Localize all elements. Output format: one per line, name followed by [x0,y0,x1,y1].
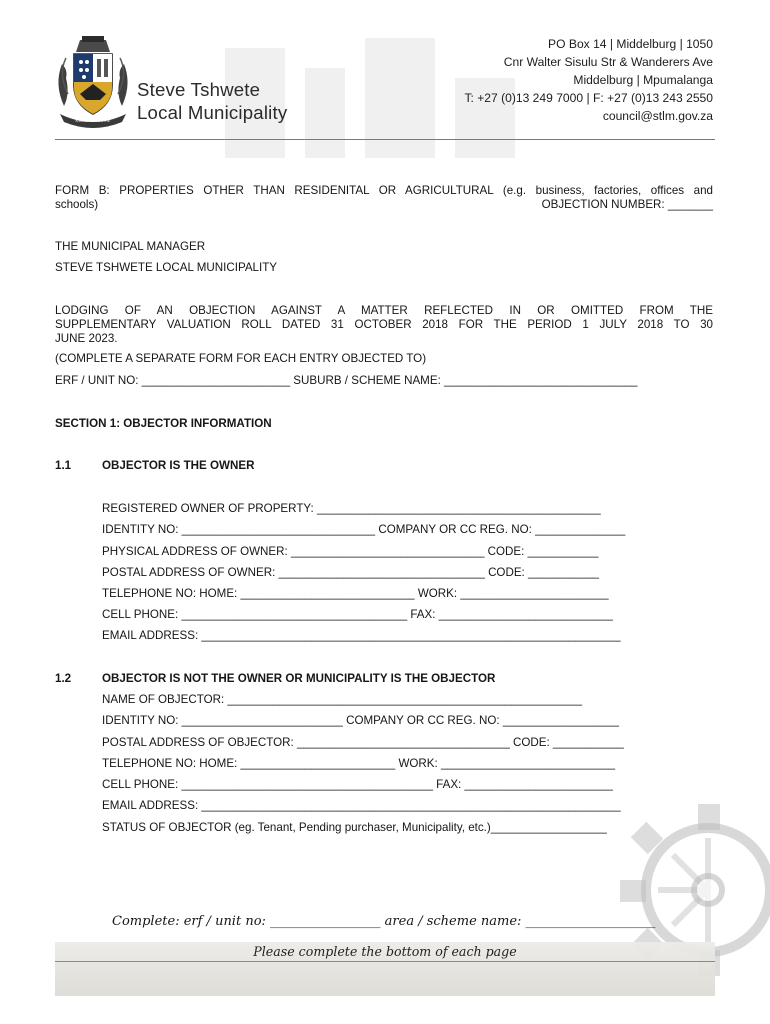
objector-status-field[interactable]: STATUS OF OBJECTOR (eg. Tenant, Pending purchaser, Municipality, etc.)__________________ [102,821,607,834]
erf-unit-field[interactable]: ERF / UNIT NO: _______________________ SUBURB / SCHEME NAME: ______________________________ [55,374,638,387]
recipient-line2: STEVE TSHWETE LOCAL MUNICIPALITY [55,261,278,274]
section-1-2-number: 1.2 [55,672,72,685]
lodging-line2: SUPPLEMENTARY VALUATION ROLL DATED 31 OCTOBER 2018 FOR THE PERIOD 1 JULY 2018 TO 30 [55,318,713,331]
form-title-line2: schools) [55,198,99,211]
footer-complete-line[interactable]: Complete: erf / unit no: _________________ area / scheme name: ____________________ [112,914,656,929]
objector-postal-address-field[interactable]: POSTAL ADDRESS OF OBJECTOR: _________________________________ CODE: ___________ [102,736,624,749]
objection-number: OBJECTION NUMBER: _______ [541,198,713,211]
section-1-1-number: 1.1 [55,459,72,472]
registered-owner-field[interactable]: REGISTERED OWNER OF PROPERTY: ____________________________________________ [102,502,601,515]
objector-name-field[interactable]: NAME OF OBJECTOR: _______________________________________________________ [102,693,583,706]
objector-identity-field[interactable]: IDENTITY NO: _________________________ COMPANY OR CC REG. NO: __________________ [102,714,619,727]
address-line-4: T: +27 (0)13 249 7000 | F: +27 (0)13 243 2550 [464,91,713,105]
footer-divider [55,961,715,962]
owner-cell-fax-field[interactable]: CELL PHONE: ___________________________________ FAX: ___________________________ [102,608,613,621]
address-line-3: Middelburg | Mpumalanga [573,73,713,87]
org-name-line1: Steve Tshwete [137,79,261,100]
section-1-heading: SECTION 1: OBJECTOR INFORMATION [55,417,272,430]
objector-cell-fax-field[interactable]: CELL PHONE: _______________________________________ FAX: _______________________ [102,778,613,791]
objector-telephone-field[interactable]: TELEPHONE NO: HOME: ________________________ WORK: ___________________________ [102,757,616,770]
section-1-2-heading: OBJECTOR IS NOT THE OWNER OR MUNICIPALITY IS THE OBJECTOR [102,672,496,685]
lodging-line3: JUNE 2023. [55,332,118,345]
owner-identity-field[interactable]: IDENTITY NO: ______________________________ COMPANY OR CC REG. NO: ______________ [102,523,626,536]
owner-email-field[interactable]: EMAIL ADDRESS: _________________________________________________________________ [102,629,621,642]
footer-note: Please complete the bottom of each page [253,944,517,959]
lodging-line1: LODGING OF AN OBJECTION AGAINST A MATTER REFLECTED IN OR OMITTED FROM THE [55,304,713,317]
org-name-line2: Local Municipality [137,102,288,123]
separate-form-note: (COMPLETE A SEPARATE FORM FOR EACH ENTRY OBJECTED TO) [55,352,427,365]
owner-postal-address-field[interactable]: POSTAL ADDRESS OF OWNER: ________________________________ CODE: ___________ [102,566,599,579]
owner-physical-address-field[interactable]: PHYSICAL ADDRESS OF OWNER: ______________________________ CODE: ___________ [102,545,599,558]
recipient-line1: THE MUNICIPAL MANAGER [55,240,206,253]
header-divider [55,139,715,140]
municipality-crest-logo [52,34,134,130]
form-title-line1: FORM B: PROPERTIES OTHER THAN RESIDENITAL OR AGRICULTURAL (e.g. business, factories, offices and [55,184,713,197]
objector-email-field[interactable]: EMAIL ADDRESS: _________________________________________________________________ [102,799,621,812]
owner-telephone-field[interactable]: TELEPHONE NO: HOME: ___________________________ WORK: _______________________ [102,587,609,600]
crest-motto: KWASANA MAKHE [75,118,111,123]
section-1-1-heading: OBJECTOR IS THE OWNER [102,459,255,472]
address-line-2: Cnr Walter Sisulu Str & Wanderers Ave [503,55,713,69]
address-line-1: PO Box 14 | Middelburg | 1050 [548,37,713,51]
email-address[interactable]: council@stlm.gov.za [602,109,713,123]
